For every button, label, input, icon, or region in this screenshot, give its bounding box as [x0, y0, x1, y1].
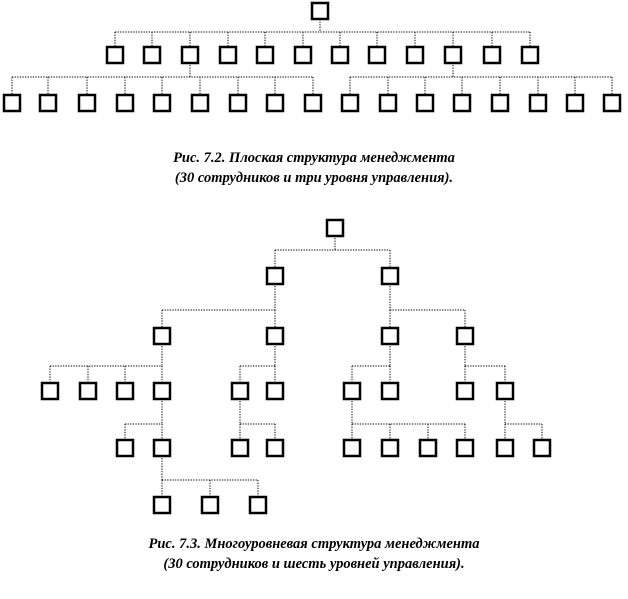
multilevel-level4-box	[382, 383, 398, 399]
multilevel-level3-box	[382, 328, 398, 344]
flat-structure-caption	[0, 148, 628, 188]
flat-structure-caption-subtitle: (30 сотрудников и три уровня управления).	[174, 170, 454, 186]
flat-employee-box	[40, 95, 56, 111]
multilevel-level2-box	[382, 268, 398, 284]
flat-employee-box	[530, 95, 546, 111]
flat-employee-box	[604, 95, 620, 111]
flat-middle-manager-box	[445, 47, 461, 63]
flat-employee-box	[492, 95, 508, 111]
flat-middle-manager-box	[332, 47, 348, 63]
flat-employee-box	[4, 95, 20, 111]
flat-middle-manager-box	[107, 47, 123, 63]
flat-employee-box	[192, 95, 208, 111]
flat-middle-manager-box	[484, 47, 500, 63]
flat-middle-manager-box	[257, 47, 273, 63]
multilevel-level5-box	[117, 440, 133, 456]
flat-employee-box	[567, 95, 583, 111]
flat-employee-box	[454, 95, 470, 111]
multilevel-level4-box	[457, 383, 473, 399]
multilevel-level6-box	[154, 497, 170, 513]
flat-middle-manager-box	[144, 47, 160, 63]
flat-structure-caption-title: Рис. 7.2. Плоская структура менеджмента	[173, 150, 455, 166]
multilevel-level5-box	[534, 440, 550, 456]
multilevel-structure-caption-subtitle: (30 сотрудников и шесть уровней управления).	[163, 556, 465, 572]
multilevel-level5-box	[154, 440, 170, 456]
multilevel-level4-box	[344, 383, 360, 399]
multilevel-level5-box	[497, 440, 513, 456]
multilevel-structure-caption-title: Рис. 7.3. Многоуровневая структура менеджмента	[148, 536, 480, 552]
multilevel-level6-box	[202, 497, 218, 513]
multilevel-level3-box	[154, 328, 170, 344]
flat-top-manager-box	[312, 3, 328, 19]
flat-middle-manager-box	[522, 47, 538, 63]
multilevel-level5-box	[382, 440, 398, 456]
flat-employee-box	[417, 95, 433, 111]
multilevel-level3-box	[267, 328, 283, 344]
multilevel-level5-box	[457, 440, 473, 456]
multilevel-level6-box	[250, 497, 266, 513]
flat-employee-box	[117, 95, 133, 111]
flat-structure-chart	[4, 3, 620, 111]
multilevel-level5-box	[232, 440, 248, 456]
flat-employee-box	[230, 95, 246, 111]
multilevel-level5-box	[420, 440, 436, 456]
multilevel-level4-box	[267, 383, 283, 399]
multilevel-level4-box	[80, 383, 96, 399]
flat-middle-manager-box	[220, 47, 236, 63]
multilevel-structure-chart	[42, 220, 550, 513]
multilevel-level4-box	[42, 383, 58, 399]
flat-middle-manager-box	[295, 47, 311, 63]
flat-middle-manager-box	[369, 47, 385, 63]
flat-employee-box	[342, 95, 358, 111]
flat-employee-box	[79, 95, 95, 111]
flat-middle-manager-box	[407, 47, 423, 63]
flat-employee-box	[305, 95, 321, 111]
flat-middle-manager-box	[182, 47, 198, 63]
flat-employee-box	[267, 95, 283, 111]
flat-employee-box	[380, 95, 396, 111]
multilevel-level2-box	[267, 268, 283, 284]
multilevel-structure-caption	[0, 534, 628, 574]
multilevel-level4-box	[232, 383, 248, 399]
multilevel-level4-box	[154, 383, 170, 399]
multilevel-top-manager-box	[327, 220, 343, 236]
multilevel-level5-box	[344, 440, 360, 456]
flat-employee-box	[154, 95, 170, 111]
multilevel-level4-box	[497, 383, 513, 399]
multilevel-level3-box	[457, 328, 473, 344]
multilevel-level4-box	[117, 383, 133, 399]
multilevel-level5-box	[267, 440, 283, 456]
